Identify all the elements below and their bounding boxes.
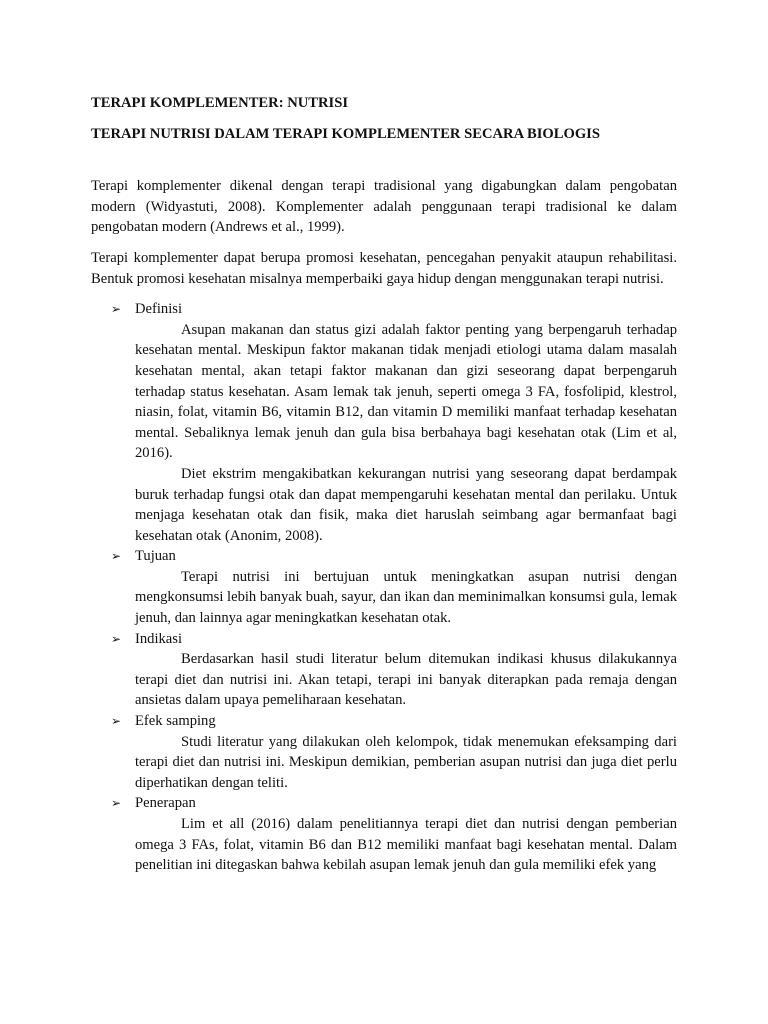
section-paragraph: Terapi nutrisi ini bertujuan untuk meningkatkan asupan nutrisi dengan mengkonsumsi lebih banyak buah, sayur, dan ikan dan meminimalkan konsumsi gula, lemak jenuh, dan lainnya agar meningkatkan kesehatan otak. [135,568,677,627]
section-paragraph: Asupan makanan dan status gizi adalah faktor penting yang berpengaruh terhadap kesehatan mental. Meskipun faktor makanan tidak menjadi etiologi utama dalam masalah kesehatan mental, akan tetapi faktor makanan dan gizi seseorang dapat berpengaruh terhadap status kesehatan. Asam lemak tak jenuh, seperti omega 3 FA, fosfolipid, klestrol, niasin, folat, vitamin B6, vitamin B12, dan vitamin D memiliki manfaat terhadap kesehatan mental. Sebaliknya lemak jenuh dan gula bisa berbahaya bagi kesehatan otak (Lim et al, 2016). [135,321,677,462]
intro-paragraph: Terapi komplementer dikenal dengan terapi tradisional yang digabungkan dalam pengobatan modern (Widyastuti, 2008). Komplementer adalah penggunaan terapi tradisional ke dalam pengobatan modern (Andrews et al., 1999). [91,178,677,236]
list-item-tujuan [91,546,677,628]
document-page [91,93,677,876]
document-title: TERAPI KOMPLEMENTER: NUTRISI [91,95,349,111]
section-title: Penerapan [135,795,196,812]
section-title: Indikasi [135,630,183,647]
arrow-bullet-icon: ➢ [111,549,122,564]
list-item-penerapan [91,793,677,875]
list-item-indikasi [91,629,677,711]
list-item-efek-samping [91,711,677,793]
document-subtitle: TERAPI NUTRISI DALAM TERAPI KOMPLEMENTER SECARA BIOLOGIS [91,125,600,142]
section-title: Efek samping [135,713,216,730]
section-paragraph: Studi literatur yang dilakukan oleh kelompok, tidak menemukan efeksamping dari terapi diet dan nutrisi ini. Meskipun demikian, pemberian asupan nutrisi dan juga diet perlu diperhatikan dengan teliti. [135,733,677,791]
arrow-bullet-icon: ➢ [111,302,122,317]
section-title: Tujuan [135,548,176,565]
section-title: Definisi [135,301,183,318]
arrow-bullet-icon: ➢ [111,714,122,729]
section-paragraph: Berdasarkan hasil studi literatur belum ditemukan indikasi khusus dilakukannya terapi diet dan nutrisi ini. Akan tetapi, terapi ini banyak diterapkan pada remaja dengan ansietas dalam upaya pemeliharaan kesehatan. [135,651,677,709]
arrow-bullet-icon: ➢ [111,631,122,646]
intro-paragraph: Terapi komplementer dapat berupa promosi kesehatan, pencegahan penyakit ataupun rehabilitasi. Bentuk promosi kesehatan misalnya memperbaiki gaya hidup dengan menggunakan terapi nutrisi. [91,249,677,287]
section-list [91,299,677,876]
list-item-definisi [91,299,677,546]
arrow-bullet-icon: ➢ [111,796,122,811]
section-paragraph: Lim et all (2016) dalam penelitiannya terapi diet dan nutrisi dengan pemberian omega 3 FAs, folat, vitamin B6 dan B12 memiliki manfaat bagi kesehatan mental. Dalam penelitian ini ditegaskan bahwa kebilah asupan lemak jenuh dan gula memiliki efek yang [135,816,677,874]
section-paragraph: Diet ekstrim mengakibatkan kekurangan nutrisi yang seseorang dapat berdampak buruk terhadap fungsi otak dan dapat mempengaruhi kesehatan mental dan perilaku. Untuk menjaga kesehatan otak dan fisik, maka diet haruslah seimbang agar bermanfaat bagi kesehatan otak (Anonim, 2008). [135,465,677,544]
